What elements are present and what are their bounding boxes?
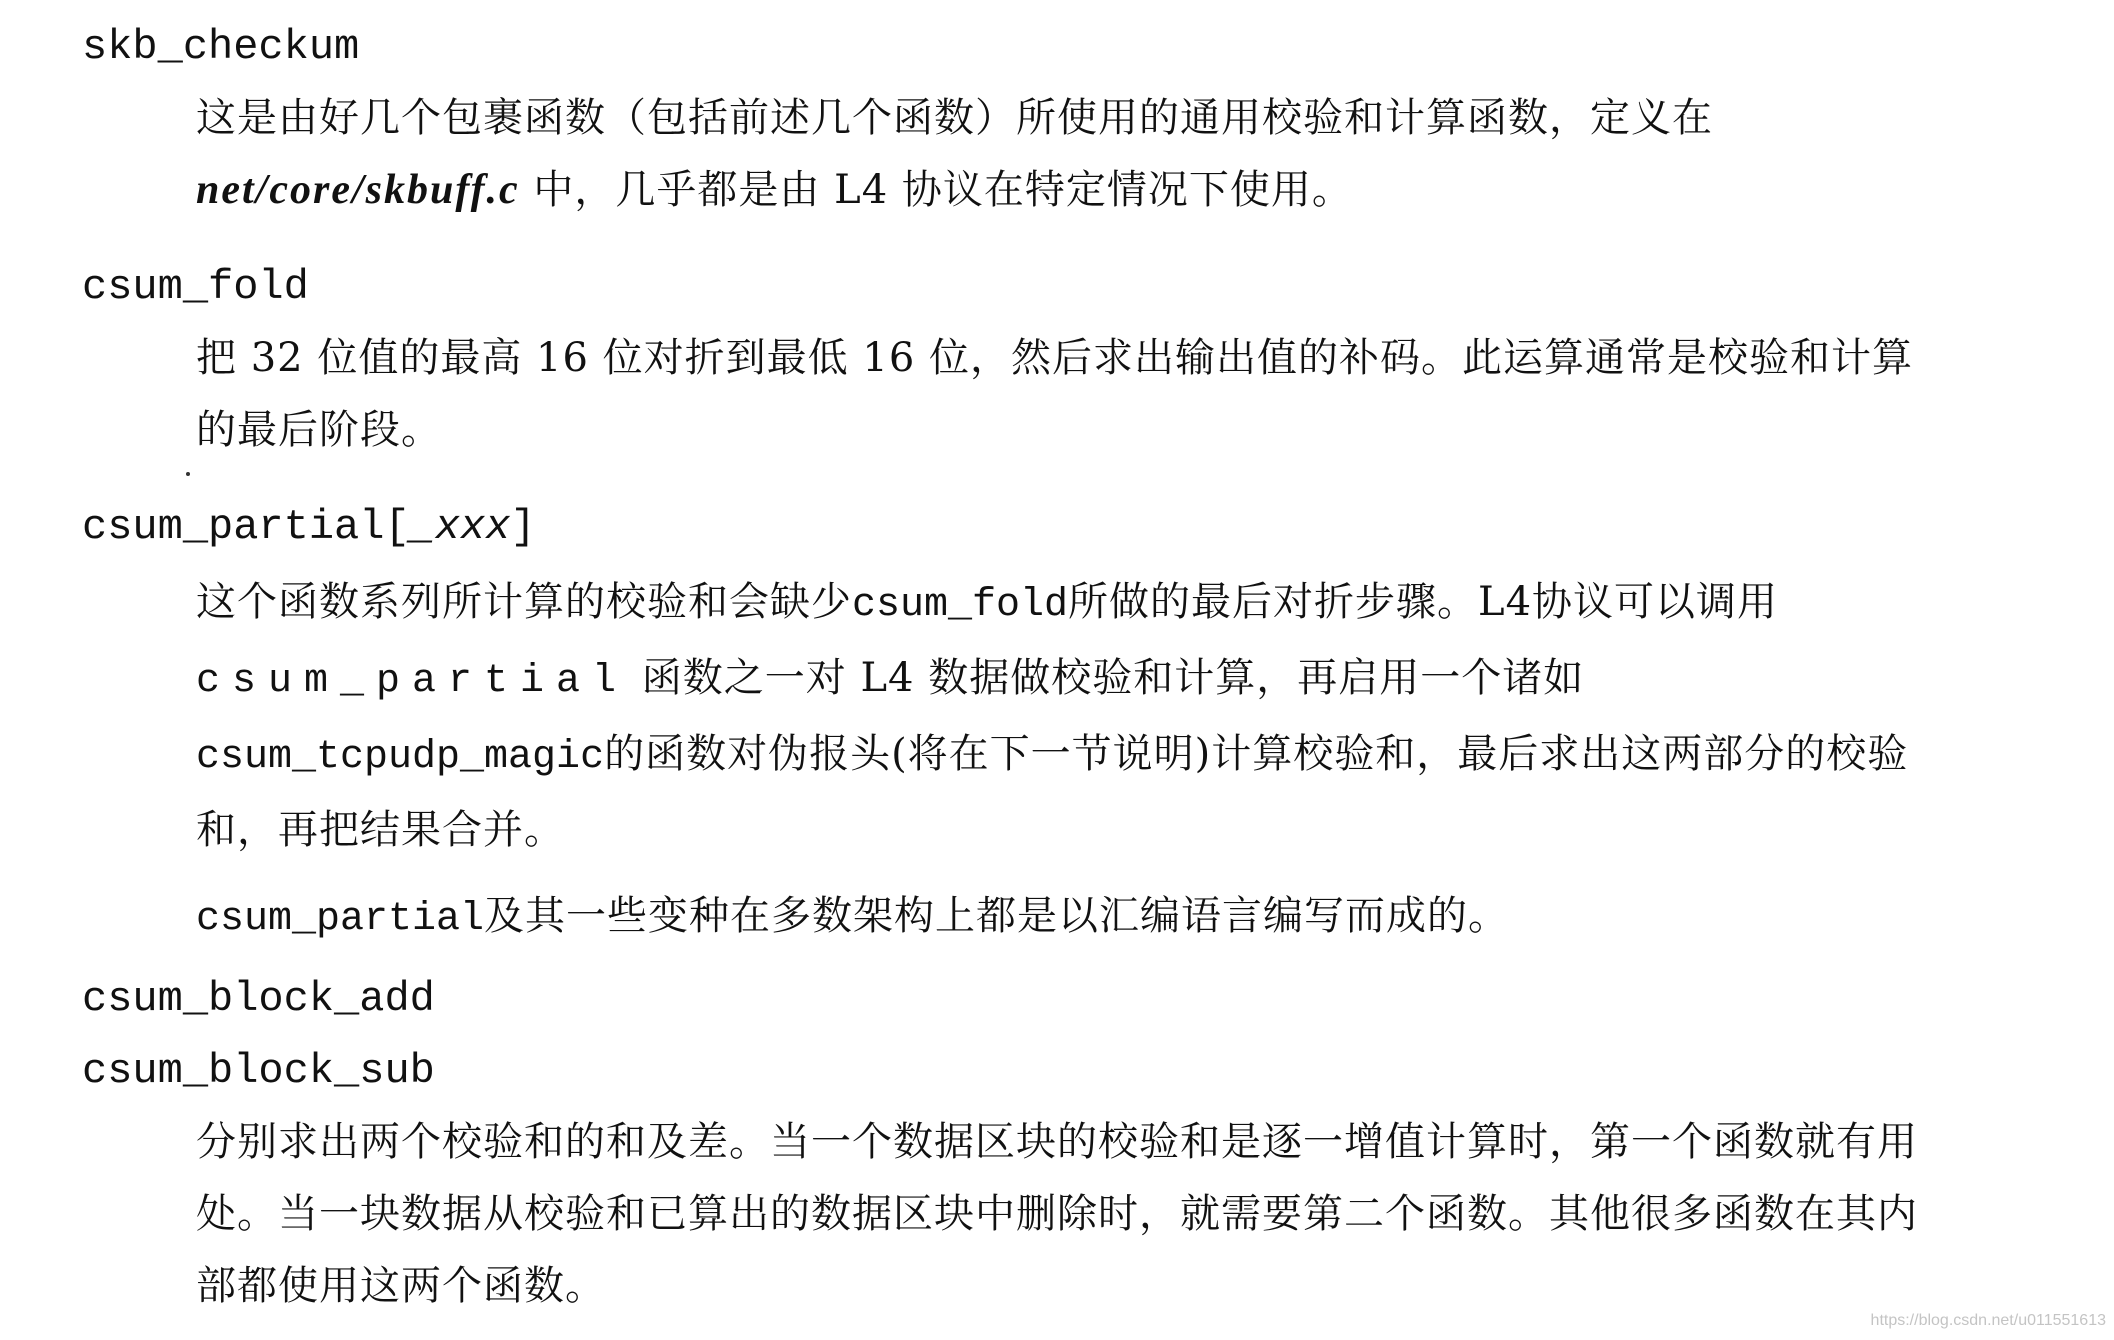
inline-code: csum_partial bbox=[196, 897, 485, 942]
term-suffix: _xxx bbox=[409, 503, 511, 551]
desc-csum-partial-p2 bbox=[196, 880, 1936, 956]
desc-skb-checkum bbox=[196, 82, 1936, 226]
term-end: ] bbox=[510, 503, 536, 551]
desc-skb-checkum-text bbox=[196, 82, 1936, 226]
desc-text: 的函数对伪报头(将在下一节说明)计算校验和，最后求出这两部分的校验和，再把结果合并。 bbox=[196, 731, 1909, 853]
term-skb-checkum: skb_checkum bbox=[82, 23, 360, 71]
term-csum-block-sub: csum_block_sub bbox=[82, 1047, 435, 1095]
inline-code: csum_partial bbox=[196, 659, 629, 704]
term-base: csum_partial[ bbox=[82, 503, 410, 551]
desc-text: 及其一些变种在多数架构上都是以汇编语言编写而成的。 bbox=[484, 893, 1510, 939]
desc-csum-fold-text: 把 32 位值的最高 16 位对折到最低 16 位，然后求出输出值的补码。此运算通常是校验和计算的最后阶段。 bbox=[196, 335, 1913, 453]
desc-csum-fold bbox=[196, 322, 1936, 466]
inline-code: csum_tcpudp_magic bbox=[196, 735, 605, 780]
desc-text: 这是由好几个包裹函数（包括前述几个函数）所使用的通用校验和计算函数，定义在 bbox=[196, 95, 1713, 141]
desc-csum-partial-p1 bbox=[196, 566, 1936, 866]
term-csum-fold: csum_fold bbox=[82, 263, 309, 311]
desc-text: 所做的最后对折步骤。L4协议可以调用 bbox=[1068, 579, 1779, 625]
inline-code: csum_fold bbox=[852, 583, 1069, 628]
desc-csum-block-text: 分别求出两个校验和的和及差。当一个数据区块的校验和是逐一增值计算时，第一个函数就有用处。当一块数据从校验和已算出的数据区块中删除时，就需要第二个函数。其他很多函数在其内部都使用这两个函数。 bbox=[196, 1119, 1918, 1309]
desc-text: 函数之一对 L4 数据做校验和计算，再启用一个诸如 bbox=[628, 655, 1585, 701]
desc-csum-block bbox=[196, 1106, 1936, 1322]
scan-speck bbox=[186, 472, 190, 476]
term-csum-partial bbox=[82, 502, 536, 552]
term-csum-block-add: csum_block_add bbox=[82, 975, 435, 1023]
desc-text: 这个函数系列所计算的校验和会缺少 bbox=[196, 579, 852, 625]
file-path: net/core/skbuff.c bbox=[196, 167, 520, 213]
desc-text: 中，几乎都是由 L4 协议在特定情况下使用。 bbox=[519, 167, 1353, 213]
watermark: https://blog.csdn.net/u011551613 bbox=[1870, 1312, 2106, 1329]
desc-csum-partial bbox=[196, 566, 1936, 956]
